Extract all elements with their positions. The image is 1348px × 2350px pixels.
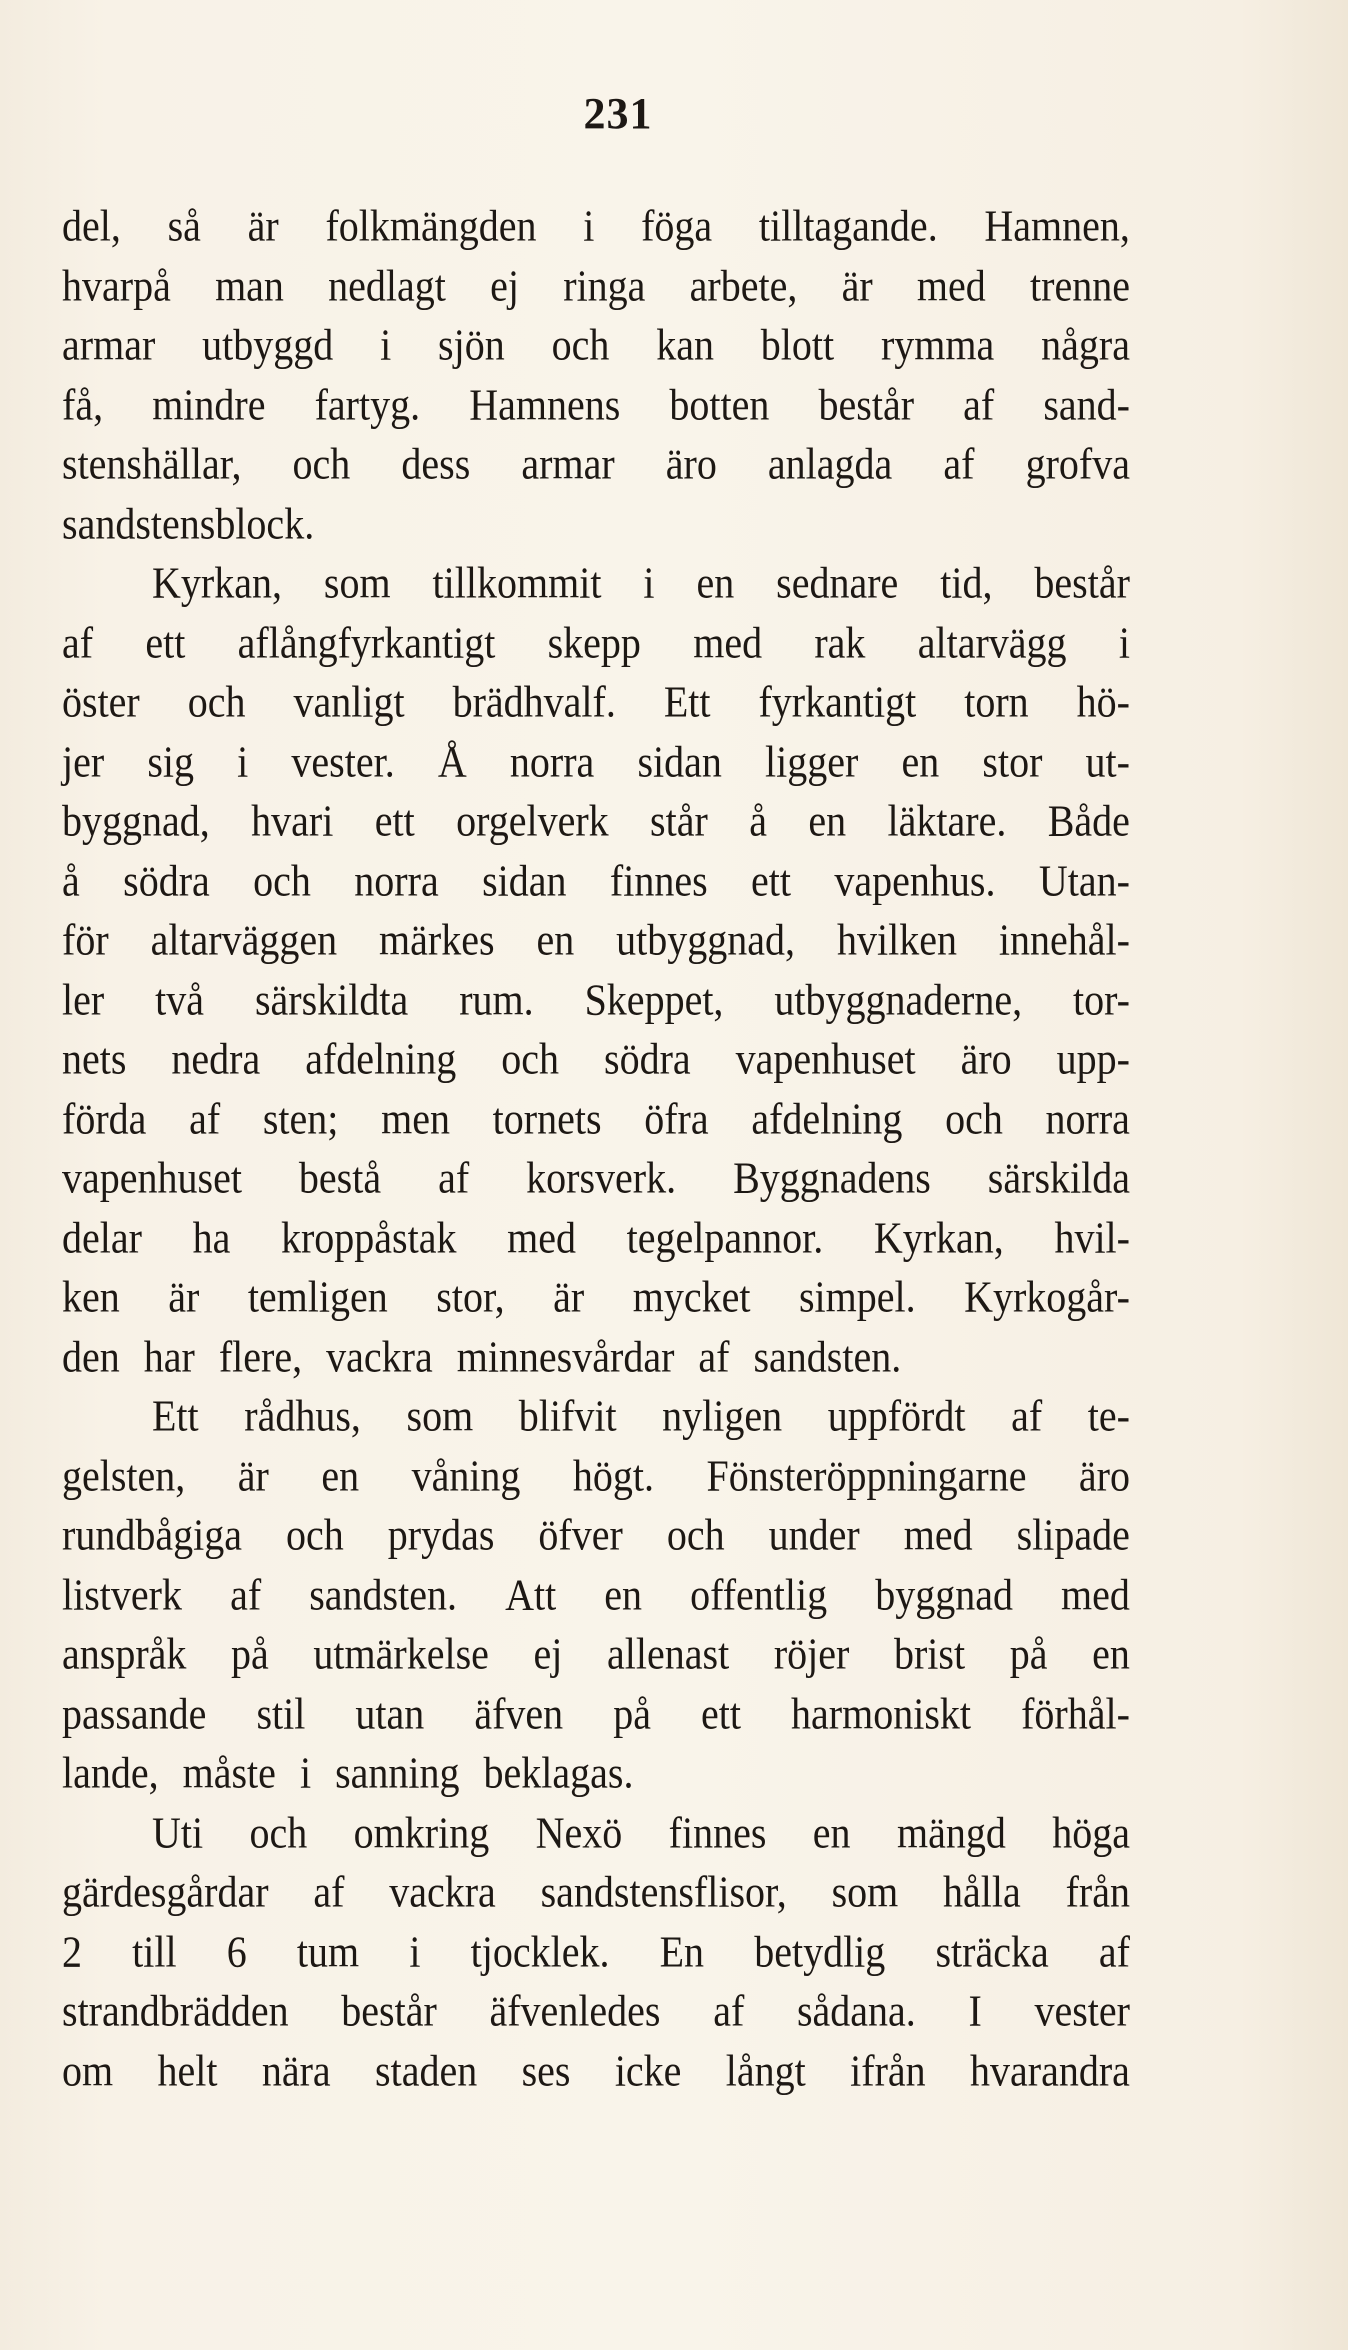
- word: rak: [814, 617, 866, 667]
- word: blifvit: [518, 1390, 617, 1441]
- word: särskildta: [254, 974, 409, 1024]
- word: och: [253, 855, 311, 905]
- word: jer: [62, 736, 105, 786]
- word: sanning: [335, 1747, 460, 1798]
- word: står: [650, 795, 708, 846]
- word: är: [237, 1450, 269, 1500]
- word: så: [167, 200, 201, 251]
- word: rådhus,: [244, 1390, 361, 1441]
- word: en: [536, 914, 575, 965]
- word: öfra: [644, 1093, 709, 1143]
- word: dess: [401, 438, 471, 489]
- word: brädhvalf.: [452, 676, 616, 727]
- text-line: [62, 1086, 1130, 1151]
- text-line: [62, 1919, 1130, 1984]
- word: en: [901, 736, 940, 786]
- word: hvari: [251, 795, 334, 846]
- word: öfver: [538, 1509, 623, 1560]
- word: den: [62, 1331, 120, 1381]
- word: rymma: [880, 319, 995, 370]
- word: öster: [62, 676, 140, 727]
- text-line: [62, 491, 1130, 556]
- text-line: [62, 253, 1130, 318]
- word: i: [299, 1747, 312, 1798]
- word: en: [808, 795, 847, 846]
- word: Utan-: [1038, 855, 1130, 905]
- word: af: [62, 617, 94, 667]
- text-line: [62, 669, 1130, 734]
- word: finnes: [668, 1807, 767, 1857]
- text-line: [62, 1859, 1130, 1924]
- word: sednare: [776, 557, 899, 608]
- word: vackra: [326, 1331, 433, 1381]
- word: ett: [145, 617, 186, 667]
- word: omkring: [353, 1807, 490, 1857]
- word: mycket: [632, 1271, 751, 1322]
- text-line: [62, 312, 1130, 377]
- word: sjön: [438, 319, 505, 370]
- word: består: [341, 1985, 437, 2036]
- text-line: [62, 1264, 1130, 1329]
- word: Uti: [152, 1807, 204, 1857]
- word: måste: [182, 1747, 276, 1798]
- word: stil: [256, 1688, 306, 1738]
- word: för: [62, 914, 109, 965]
- word: är: [247, 200, 279, 251]
- text-line: [62, 431, 1130, 496]
- word: vester: [1034, 1985, 1130, 2036]
- word: långt: [725, 2045, 806, 2095]
- word: ut-: [1085, 736, 1130, 786]
- word: orgelverk: [456, 795, 609, 846]
- word: särskilda: [987, 1152, 1130, 1203]
- text-line: [62, 193, 1130, 258]
- word: består: [818, 379, 915, 429]
- word: byggnad,: [62, 795, 210, 846]
- word: är: [553, 1271, 585, 1322]
- word: som: [323, 557, 391, 608]
- word: tilltagande.: [758, 200, 938, 251]
- word: finnes: [609, 855, 708, 905]
- word: vapenhuset: [735, 1033, 916, 1084]
- word: ligger: [765, 736, 859, 786]
- word: Hamnen,: [984, 200, 1130, 251]
- word: kan: [656, 319, 714, 370]
- word: sidan: [482, 855, 567, 905]
- word: några: [1041, 319, 1130, 370]
- word: staden: [375, 2045, 478, 2095]
- word: botten: [669, 379, 770, 429]
- word: ett: [751, 855, 792, 905]
- word: helt: [157, 2045, 218, 2095]
- word: höga: [1052, 1807, 1130, 1857]
- word: ifrån: [850, 2045, 926, 2095]
- word: hvarandra: [970, 2045, 1130, 2095]
- text-line: [62, 1562, 1130, 1627]
- word: tum: [296, 1926, 360, 1976]
- word: Å: [437, 736, 467, 786]
- word: Att: [505, 1569, 557, 1619]
- word: ses: [521, 2045, 571, 2095]
- word: ler: [62, 974, 105, 1024]
- word: om: [62, 2045, 114, 2095]
- word: nära: [261, 2045, 331, 2095]
- word: temligen: [247, 1271, 388, 1322]
- word: två: [155, 974, 204, 1024]
- word: utbyggnad,: [616, 914, 796, 965]
- word: flere,: [218, 1331, 303, 1381]
- word: och: [292, 438, 351, 489]
- word: i: [237, 736, 249, 786]
- word: tid,: [940, 557, 993, 608]
- text-line: [62, 1443, 1130, 1508]
- word: och: [249, 1807, 308, 1857]
- word: äfvenledes: [489, 1985, 661, 2036]
- word: ej: [490, 260, 520, 310]
- word: sten;: [262, 1093, 339, 1143]
- word: sandsten.: [753, 1331, 902, 1381]
- word: del,: [62, 200, 121, 251]
- word: men: [381, 1093, 450, 1143]
- word: anspråk: [62, 1628, 187, 1679]
- word: strandbrädden: [62, 1985, 289, 2036]
- word: armar: [521, 438, 615, 489]
- text-line: [62, 1621, 1130, 1686]
- word: gelsten,: [62, 1450, 186, 1500]
- text-line: [62, 1205, 1130, 1270]
- word: Byggnadens: [733, 1152, 931, 1203]
- word: är: [168, 1271, 200, 1322]
- word: offentlig: [690, 1569, 828, 1619]
- word: brist: [893, 1628, 966, 1679]
- text-line: [62, 1800, 1130, 1865]
- text-line: [62, 2038, 1130, 2103]
- word: En: [659, 1926, 705, 1976]
- word: våning: [411, 1450, 521, 1500]
- word: äro: [960, 1033, 1012, 1084]
- text-line: [62, 1026, 1130, 1091]
- word: är: [841, 260, 873, 310]
- word: Hamnens: [469, 379, 621, 429]
- word: stor,: [436, 1271, 505, 1322]
- word: af: [1011, 1390, 1043, 1441]
- word: byggnad: [875, 1569, 1013, 1619]
- word: hö-: [1076, 676, 1130, 727]
- word: förda: [62, 1093, 147, 1143]
- word: delar: [62, 1212, 142, 1262]
- word: vapenhus.: [834, 855, 996, 905]
- word: norra: [354, 855, 439, 905]
- text-line: [62, 1681, 1130, 1746]
- word: torn: [964, 676, 1029, 727]
- word: med: [507, 1212, 576, 1262]
- text-line: [62, 550, 1130, 615]
- word: till: [132, 1926, 177, 1976]
- word: icke: [614, 2045, 682, 2095]
- word: hvil-: [1054, 1212, 1130, 1262]
- word: sträcka: [935, 1926, 1049, 1976]
- word: som: [831, 1866, 899, 1917]
- word: i: [1118, 617, 1130, 667]
- word: mindre: [152, 379, 266, 429]
- word: fyrkantigt: [758, 676, 917, 727]
- word: sidan: [637, 736, 722, 786]
- word: nets: [62, 1033, 127, 1084]
- word: upp-: [1056, 1033, 1130, 1084]
- word: södra: [123, 855, 210, 905]
- word: i: [583, 200, 595, 251]
- word: består: [1034, 557, 1130, 608]
- word: en: [1092, 1628, 1130, 1679]
- word: Kyrkan,: [152, 557, 282, 608]
- text-line: [62, 788, 1130, 853]
- text-line: [62, 610, 1130, 675]
- word: arbete,: [689, 260, 798, 310]
- word: hålla: [943, 1866, 1021, 1917]
- word: utmärkelse: [313, 1628, 489, 1679]
- word: tegelpannor.: [626, 1212, 824, 1262]
- word: man: [215, 260, 284, 310]
- word: folkmängden: [325, 200, 537, 251]
- word: uppfördt: [827, 1390, 966, 1441]
- word: Ett: [663, 676, 711, 727]
- word: tjocklek.: [470, 1926, 610, 1976]
- word: som: [406, 1390, 474, 1441]
- word: i: [409, 1926, 421, 1976]
- word: med: [693, 617, 763, 667]
- word: ken: [62, 1271, 120, 1322]
- word: med: [1061, 1569, 1130, 1619]
- word: och: [501, 1033, 560, 1084]
- word: rum.: [459, 974, 534, 1024]
- word: harmoniskt: [791, 1688, 972, 1738]
- word: af: [313, 1866, 345, 1917]
- word: bestå: [298, 1152, 382, 1203]
- word: en: [604, 1569, 643, 1619]
- word: tor-: [1073, 974, 1130, 1024]
- word: utbyggd: [202, 319, 334, 370]
- word: af: [943, 438, 975, 489]
- text-line: [62, 848, 1130, 913]
- word: vapenhuset: [62, 1152, 242, 1203]
- word: vester.: [291, 736, 395, 786]
- word: få,: [62, 379, 104, 429]
- word: har: [143, 1331, 195, 1381]
- word: trenne: [1030, 260, 1130, 310]
- word: äfven: [474, 1688, 564, 1738]
- word: grofva: [1025, 438, 1130, 489]
- word: gärdesgårdar: [62, 1866, 269, 1917]
- word: norra: [1045, 1093, 1130, 1143]
- text-line: [62, 967, 1130, 1032]
- word: fartyg.: [314, 379, 421, 429]
- word: ej: [533, 1628, 563, 1679]
- text-line: [62, 1978, 1130, 2043]
- word: en: [812, 1807, 851, 1857]
- word: ha: [192, 1212, 231, 1262]
- word: skepp: [547, 617, 641, 667]
- word: I: [968, 1985, 982, 2036]
- word: afdelning: [305, 1033, 457, 1084]
- word: utbyggnaderne,: [774, 974, 1023, 1024]
- word: en: [321, 1450, 360, 1500]
- word: Fönsteröppningarne: [706, 1450, 1027, 1500]
- word: utan: [355, 1688, 425, 1738]
- text-line: [62, 1502, 1130, 1567]
- word: vackra: [389, 1866, 496, 1917]
- word: sandstensblock.: [62, 498, 315, 548]
- word: med: [916, 260, 986, 310]
- word: ringa: [563, 260, 646, 310]
- text-line: [62, 372, 1130, 437]
- word: aflångfyrkantigt: [237, 617, 496, 667]
- text-line: [62, 1145, 1130, 1210]
- word: äro: [665, 438, 717, 489]
- word: 2: [62, 1926, 82, 1976]
- word: Kyrkogår-: [964, 1271, 1130, 1322]
- word: på: [1009, 1628, 1048, 1679]
- word: södra: [604, 1033, 691, 1084]
- word: ett: [374, 795, 415, 846]
- word: minnesvårdar: [456, 1331, 675, 1381]
- page-number: 231: [583, 89, 653, 138]
- word: vanligt: [293, 676, 405, 727]
- word: tillkommit: [432, 557, 602, 608]
- word: korsverk.: [526, 1152, 677, 1203]
- word: stenshällar,: [62, 438, 242, 489]
- word: läktare.: [887, 795, 1007, 846]
- text-line: [62, 1383, 1130, 1448]
- word: slipade: [1016, 1509, 1130, 1560]
- text-line: [62, 1324, 1130, 1389]
- word: altarväggen: [150, 914, 338, 965]
- word: en: [696, 557, 735, 608]
- word: högt.: [572, 1450, 655, 1500]
- word: blott: [760, 319, 835, 370]
- word: å: [62, 855, 80, 905]
- word: beklagas.: [483, 1747, 634, 1798]
- text-line: [62, 907, 1130, 972]
- word: med: [903, 1509, 973, 1560]
- word: hvilken: [836, 914, 957, 965]
- word: och: [551, 319, 610, 370]
- word: sandsten.: [309, 1569, 457, 1619]
- word: af: [189, 1093, 221, 1143]
- word: rundbågiga: [62, 1509, 242, 1560]
- word: innehål-: [998, 914, 1130, 965]
- word: Kyrkan,: [873, 1212, 1004, 1262]
- word: te-: [1087, 1390, 1130, 1441]
- word: altarvägg: [917, 617, 1067, 667]
- word: sand-: [1043, 379, 1130, 429]
- word: simpel.: [798, 1271, 916, 1322]
- word: nyligen: [662, 1390, 783, 1441]
- word: af: [438, 1152, 470, 1203]
- word: från: [1065, 1866, 1130, 1917]
- word: af: [1098, 1926, 1130, 1976]
- word: ett: [701, 1688, 741, 1738]
- word: märkes: [379, 914, 495, 965]
- word: af: [713, 1985, 745, 2036]
- word: allenast: [607, 1628, 730, 1679]
- text-line: [62, 1740, 1130, 1805]
- word: sådana.: [796, 1985, 916, 2036]
- word: under: [768, 1509, 860, 1560]
- word: föga: [641, 200, 713, 251]
- word: afdelning: [751, 1093, 903, 1143]
- text-line: [62, 729, 1130, 794]
- word: Ett: [152, 1390, 199, 1441]
- word: lande,: [62, 1747, 159, 1798]
- word: äro: [1078, 1450, 1130, 1500]
- word: sandstensflisor,: [540, 1866, 787, 1917]
- word: Både: [1047, 795, 1130, 846]
- word: kroppåstak: [280, 1212, 457, 1262]
- word: och: [666, 1509, 725, 1560]
- word: tornets: [492, 1093, 602, 1143]
- word: af: [230, 1569, 262, 1619]
- word: å: [749, 795, 767, 846]
- word: armar: [62, 319, 156, 370]
- word: af: [698, 1331, 730, 1381]
- word: och: [285, 1509, 344, 1560]
- word: stor: [982, 736, 1043, 786]
- word: nedra: [171, 1033, 261, 1084]
- word: förhål-: [1021, 1688, 1130, 1738]
- word: passande: [62, 1688, 207, 1738]
- word: nedlagt: [328, 260, 446, 310]
- word: i: [380, 319, 392, 370]
- word: och: [945, 1093, 1003, 1143]
- word: sig: [147, 736, 195, 786]
- word: 6: [226, 1926, 247, 1976]
- word: på: [613, 1688, 651, 1738]
- body-text: [62, 196, 1130, 2100]
- word: Skeppet,: [584, 974, 724, 1024]
- word: och: [187, 676, 246, 727]
- word: norra: [509, 736, 595, 786]
- word: prydas: [387, 1509, 495, 1560]
- word: anlagda: [767, 438, 893, 489]
- word: mängd: [896, 1807, 1006, 1857]
- word: af: [963, 379, 995, 429]
- word: hvarpå: [62, 260, 171, 310]
- word: på: [231, 1628, 269, 1679]
- word: Nexö: [535, 1807, 623, 1857]
- word: listverk: [62, 1569, 182, 1619]
- word: i: [643, 557, 655, 608]
- word: betydlig: [754, 1926, 886, 1976]
- word: röjer: [773, 1628, 850, 1679]
